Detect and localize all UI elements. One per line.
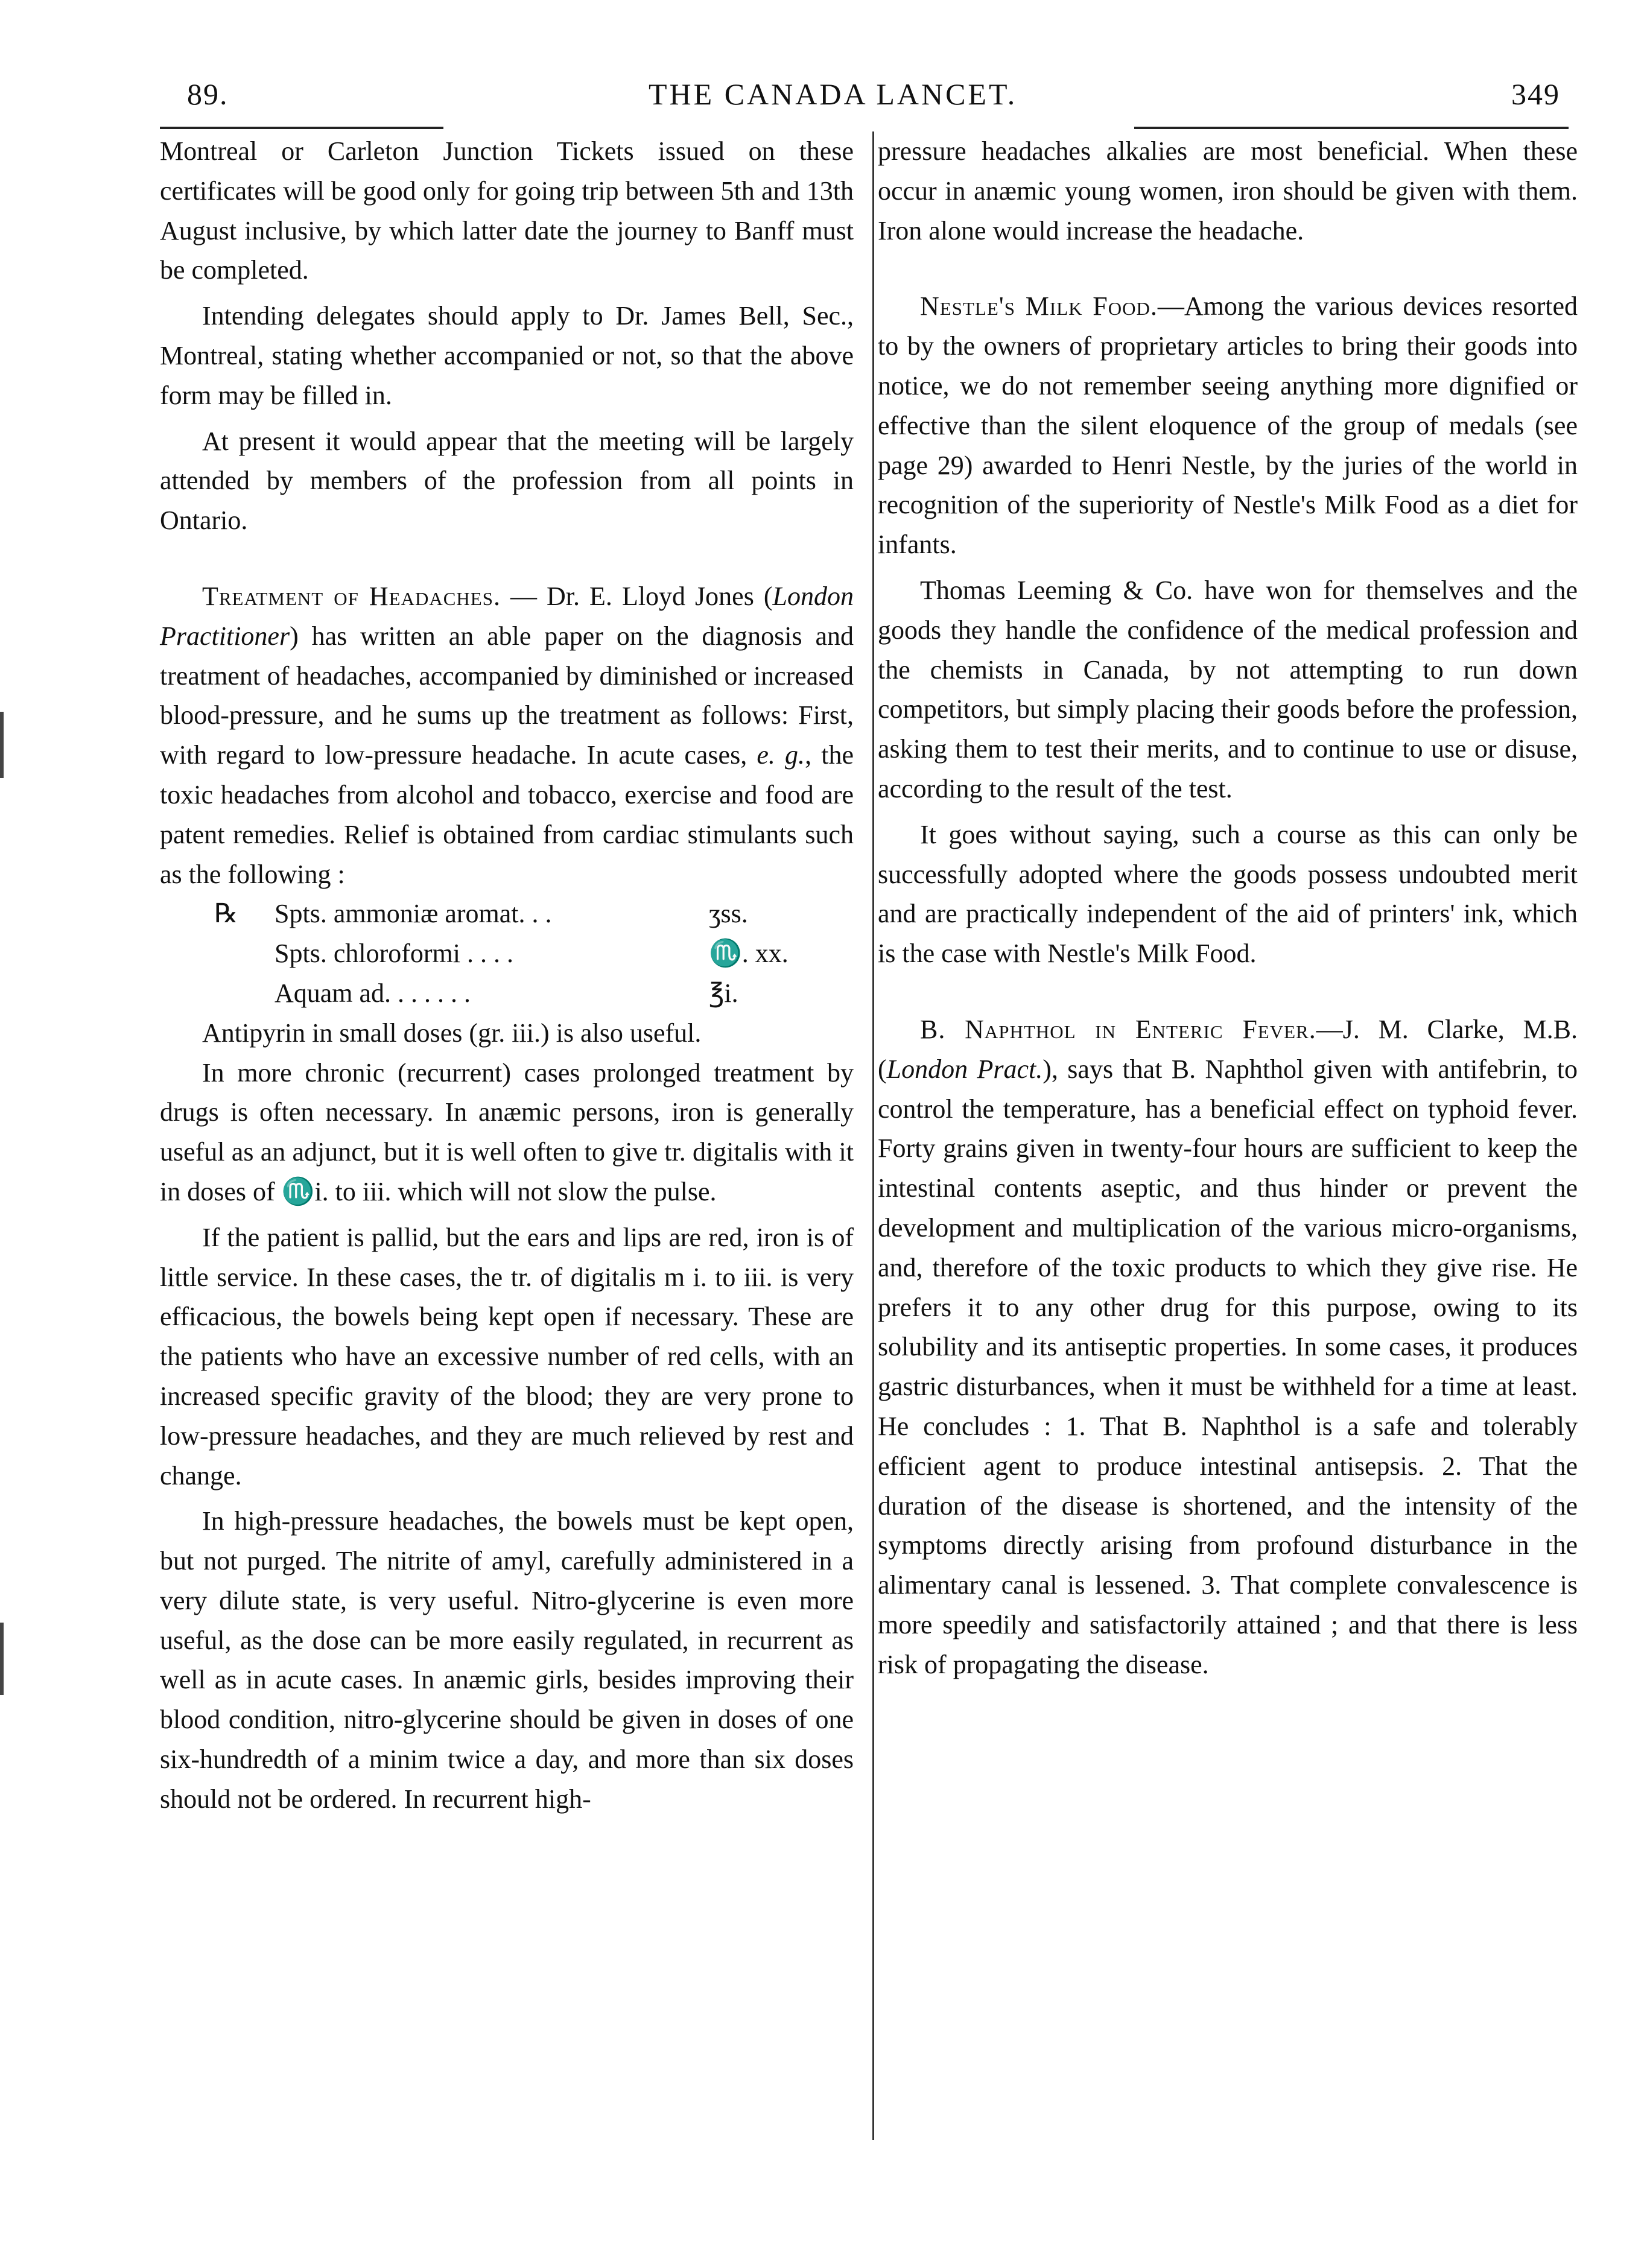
ingredient-name: Aquam ad. . . . . . . <box>274 978 471 1008</box>
right-column <box>878 131 1578 1684</box>
paragraph: In more chronic (recurrent) cases prolonged treatment by drugs is often necessary. In anæmic persons, iron is generally useful as an adjunct, but it is well often to give tr. digitalis with it in doses of ♏i. to iii. which will not slow the pulse. <box>160 1057 854 1206</box>
article-headaches: Treatment of Headaches. — Dr. E. Lloyd Jones (London Practitioner) has written an able paper on the diagnosis and treatment of headaches, accompanied by diminished or increased blood-pressure, and he sums up the treatment as follows: First, with regard to low-pressure headache. In acute cases, e. g., the toxic headaches from alcohol and tobacco, exercise and food are patent remedies. Relief is obtained from cardiac stimulants such as the following : <box>160 581 854 889</box>
ingredient-dose: ʒss. <box>709 899 748 929</box>
scan-edge-mark <box>0 712 4 778</box>
paragraph: If the patient is pallid, but the ears and lips are red, iron is of little service. In these cases, the tr. of digitalis m i. to iii. is very efficacious, the bowels being kept open if necessary. These are the patients who have an excessive number of red cells, with an increased specific gravity of the blood; they are very prone to low-pressure headaches, and they are much relieved by rest and change. <box>160 1222 854 1490</box>
prescription <box>160 894 854 1013</box>
journal-title: THE CANADA LANCET. <box>649 77 1018 111</box>
source-citation: London Practitioner <box>160 581 854 651</box>
prescription-line <box>160 974 854 1013</box>
recipe-symbol <box>160 934 274 974</box>
paragraph: At present it would appear that the meeting will be largely attended by members of the profession from all points in Ontario. <box>160 426 854 536</box>
article-heading: Treatment of Headaches. <box>202 581 501 611</box>
prescription-line <box>160 934 854 974</box>
paragraph: pressure headaches alkalies are most beneficial. When these occur in anæmic young women, iron should be given with them. Iron alone would increase the headache. <box>878 136 1578 245</box>
source-citation: London Pract. <box>886 1054 1043 1084</box>
header-rule-right <box>1134 127 1569 129</box>
article-heading: B. Naphthol in Enteric Fever. <box>920 1014 1316 1044</box>
paragraph: Intending delegates should apply to Dr. James Bell, Sec., Montreal, stating whether accompanied or not, so that the above form may be filled in. <box>160 301 854 410</box>
article-naphthol: B. Naphthol in Enteric Fever.—J. M. Clarke, M.B. (London Pract.), says that B. Naphthol given with antifebrin, to control the temperature, has a beneficial effect on typhoid fever. Forty grains given in twenty-four hours are sufficient to keep the intestinal contents aseptic, and thus hinder or prevent the development and multiplication of the various micro-organisms, and, therefore of the toxic products to which they give rise. He prefers it to any other drug for this purpose, owing to its solubility and its antiseptic properties. In some cases, it produces gastric disturbances, when it must be withheld for a time at least. He concludes : 1. That B. Naphthol is a safe and tolerably efficient agent to produce intestinal antisepsis. 2. That the duration of the disease is shortened, and the intensity of the symptoms directly arising from profound disturbance in the alimentary canal is lessened. 3. That complete convalescence is more speedily and satisfactorily attained ; and that there is less risk of propagating the disease. <box>878 1014 1578 1679</box>
ingredient-name: Spts. ammoniæ aromat. . . <box>274 899 552 929</box>
left-column <box>160 131 854 1819</box>
page-reference: 89. <box>187 77 229 111</box>
page-number: 349 <box>1511 77 1560 111</box>
ingredient-dose: ℥i. <box>709 978 738 1008</box>
article-nestle: Nestle's Milk Food.—Among the various devices resorted to by the owners of proprietary articles to bring their goods into notice, we do not remember seeing anything more dignified or effective than the silent eloquence of the group of medals (see page 29) awarded to Henri Nestle, by the juries of the world in recognition of the superiority of Nestle's Milk Food as a diet for infants. <box>878 291 1578 560</box>
scan-edge-mark <box>0 1623 4 1695</box>
paragraph: It goes without saying, such a course as this can only be successfully adopted where the goods possess undoubted merit and are practically independent of the aid of printers' ink, which is the case with Nestle's Milk Food. <box>878 819 1578 969</box>
paragraph: Antipyrin in small doses (gr. iii.) is also useful. <box>202 1018 702 1048</box>
header-rule-left <box>160 127 443 129</box>
recipe-symbol: ℞ <box>214 899 238 929</box>
column-divider <box>872 131 874 2140</box>
ingredient-dose: ♏. xx. <box>709 939 789 969</box>
ingredient-name: Spts. chloroformi . . . . <box>274 939 513 969</box>
article-heading: Nestle's Milk Food. <box>920 291 1158 322</box>
paragraph: Thomas Leeming & Co. have won for themselves and the goods they handle the confidence of the medical profession and the chemists in Canada, by not attempting to run down competitors, but simply placing their goods before the profession, asking them to test their merits, and to continue to use or disuse, according to the result of the test. <box>878 575 1578 803</box>
paragraph: Montreal or Carleton Junction Tickets issued on these certificates will be good only for going trip between 5th and 13th August inclusive, by which latter date the journey to Banff must be completed. <box>160 136 854 285</box>
paragraph: In high-pressure headaches, the bowels must be kept open, but not purged. The nitrite of amyl, carefully administered in a very dilute state, is very useful. Nitro-glycerine is even more useful, as the dose can be more easily regulated, in recurrent as well as in acute cases. In anæmic girls, besides improving their blood condition, nitro-glycerine should be given in doses of one six-hundredth of a minim twice a day, and more than six doses should not be ordered. In recurrent high- <box>160 1506 854 1814</box>
prescription-line <box>160 894 854 934</box>
recipe-symbol <box>160 974 274 1013</box>
